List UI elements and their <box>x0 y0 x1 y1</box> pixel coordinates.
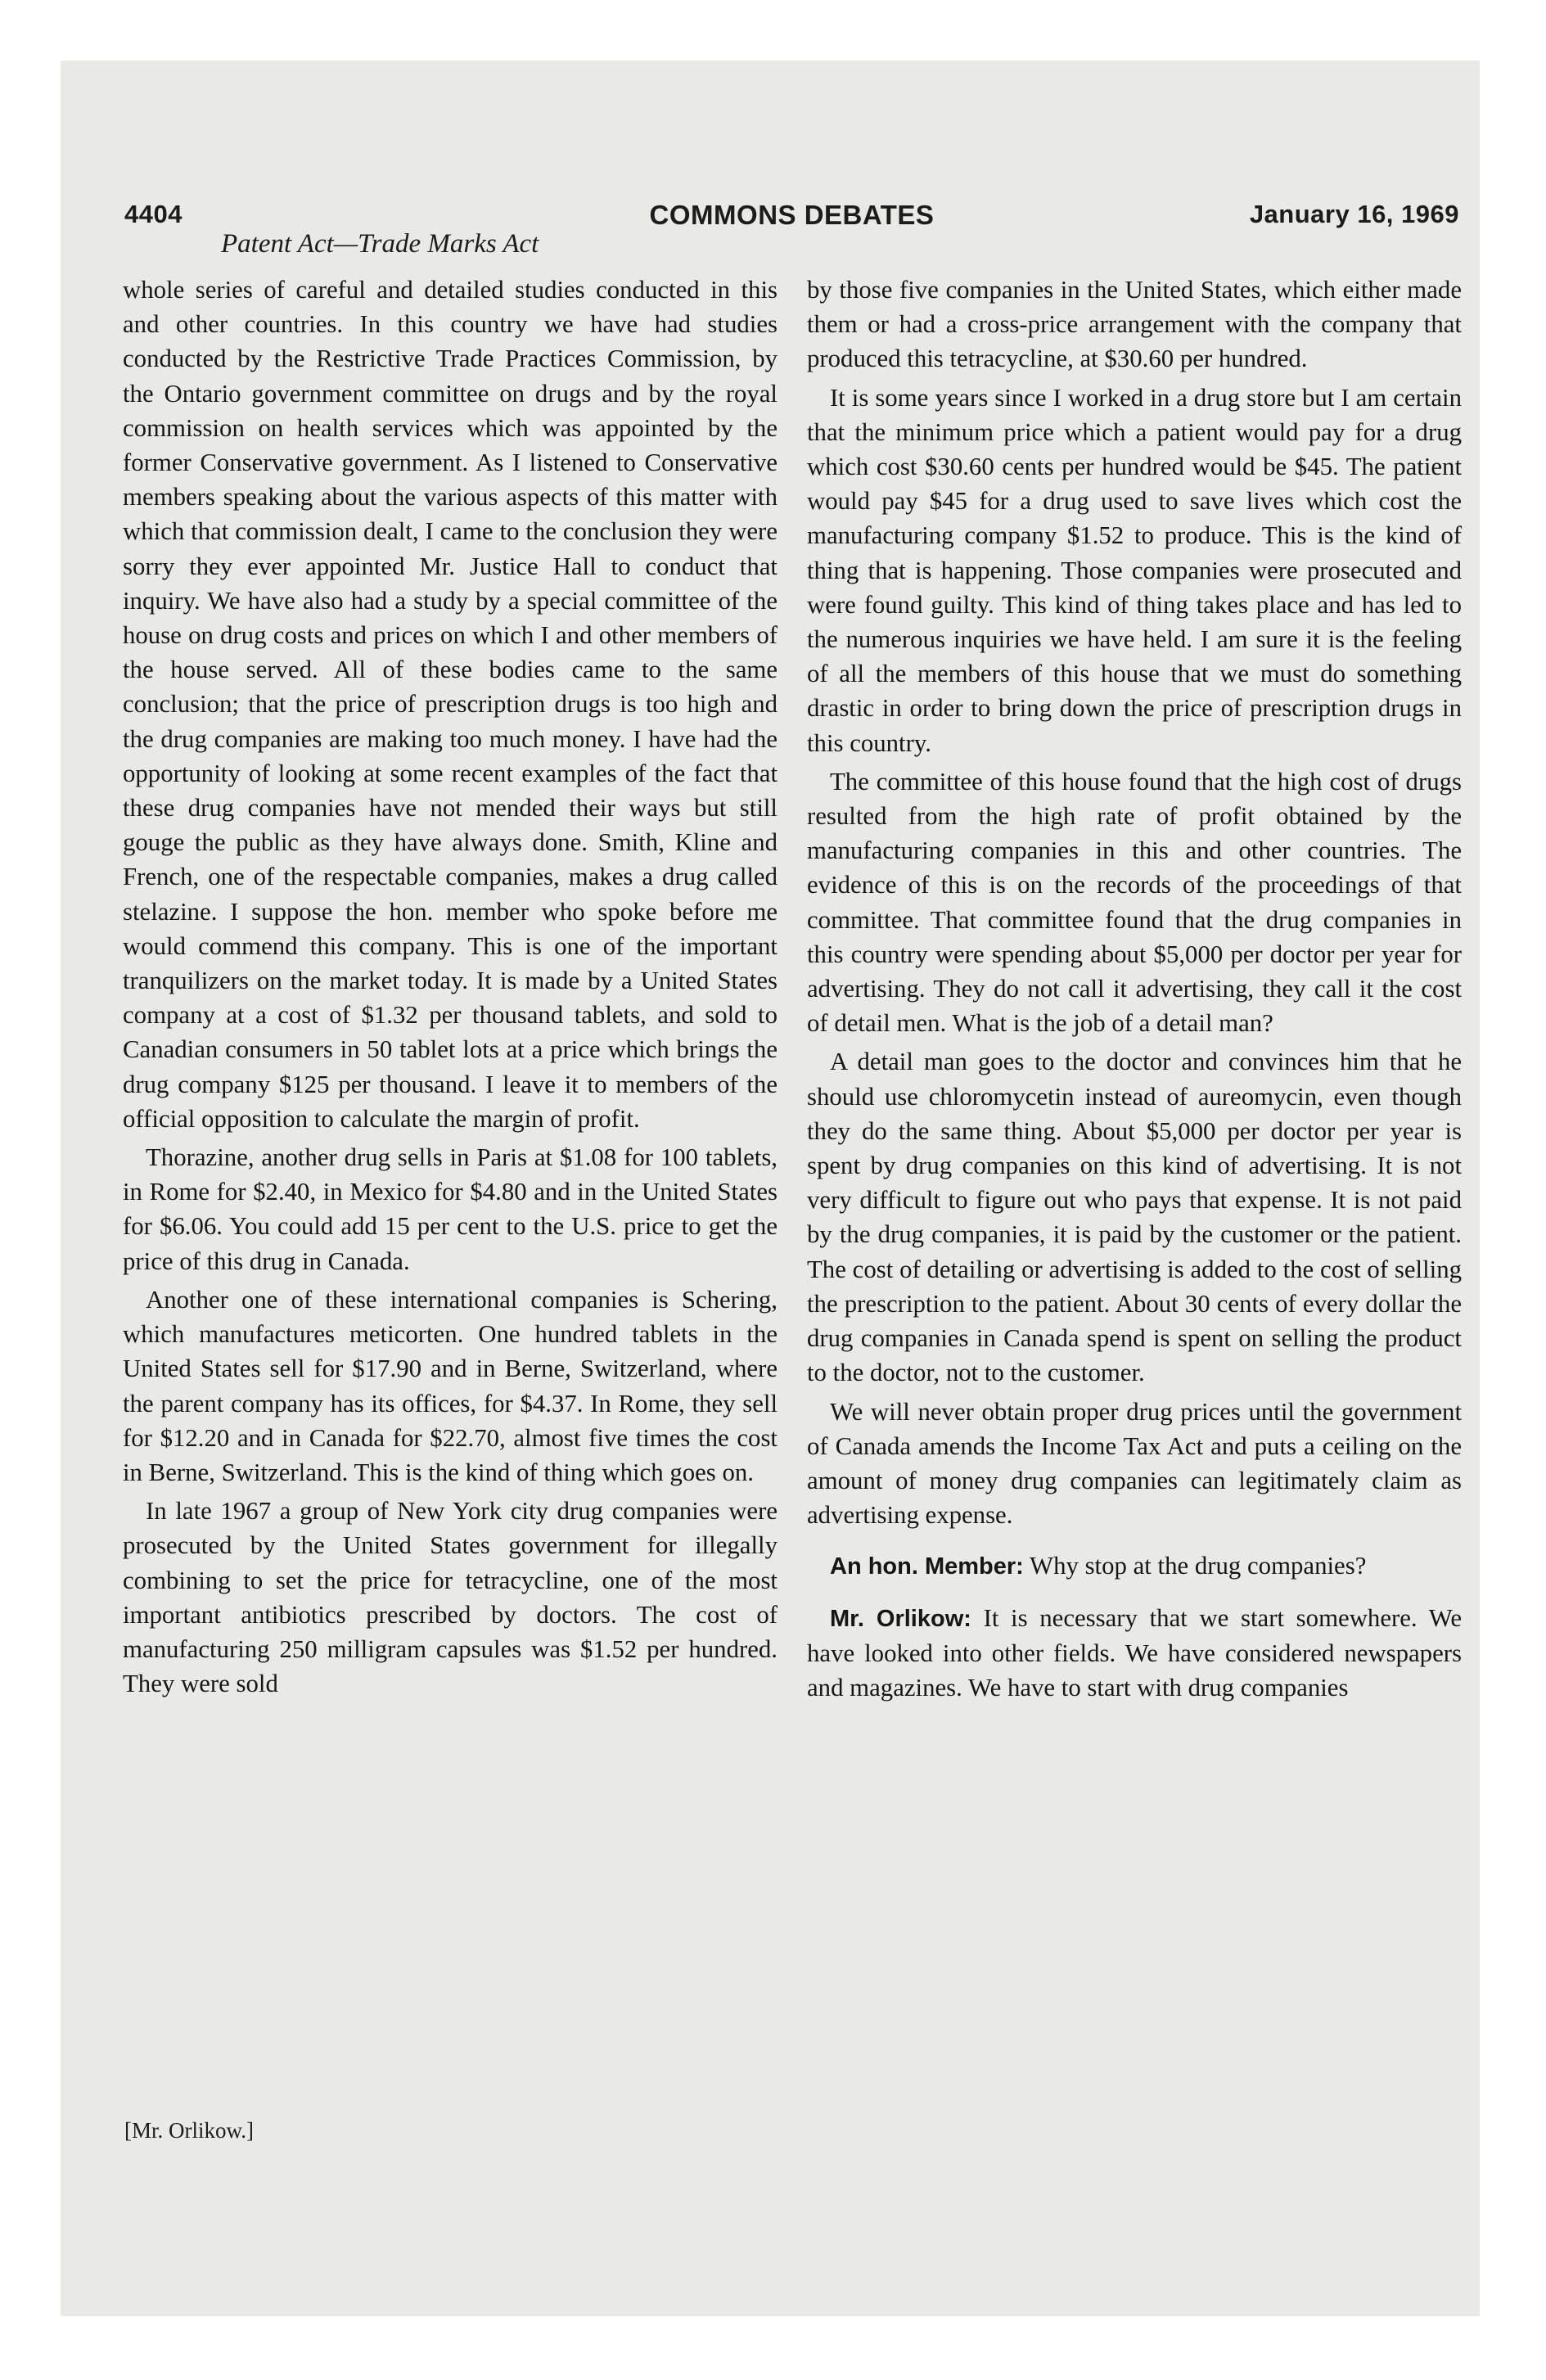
paragraph: The committee of this house found that the high cost of drugs resulted from the high rate of profit obtained by the manufacturing companies in this and other countries. The evidence of this is on the records of the proceedings of that committee. That committee found that the drug companies in this country were spending about $5,000 per doctor per year for advertising. They do not call it advertising, they call it the cost of detail men. What is the job of a detail man? <box>807 767 1462 1038</box>
speech-paragraph <box>807 1548 1462 1584</box>
paragraph: In late 1967 a group of New York city drug companies were prosecuted by the United States government for illegally combining to set the price for tetracycline, one of the most important antibiotics prescribed by doctors. The cost of manufacturing 250 milligram capsules was $1.52 per hundred. They were sold <box>123 1497 778 1698</box>
left-column <box>123 273 778 1705</box>
paragraph: Another one of these international companies is Schering, which manufactures meticorten. One hundred tablets in the United States sell for $17.90 and in Berne, Switzerland, where the parent company has its offices, for $4.37. In Rome, they sell for $12.20 and in Canada for $22.70, almost five times the cost in Berne, Switzerland. This is the kind of thing which goes on. <box>123 1285 778 1486</box>
speaker-name: An hon. Member: <box>830 1553 1024 1580</box>
paragraph: We will never obtain proper drug prices until the government of Canada amends the Income Tax Act and puts a ceiling on the amount of money drug companies can legitimately claim as advertising expense. <box>807 1397 1462 1530</box>
publication-title: COMMONS DEBATES <box>649 200 935 230</box>
paragraph: Thorazine, another drug sells in Paris at $1.08 for 100 tablets, in Rome for $2.40, in Mexico for $4.80 and in the United States for $6.06. You could add 15 per cent to the U.S. price to get the price of this drug in Canada. <box>123 1143 778 1275</box>
speech-text: It is necessary that we start somewhere. We have looked into other fields. We have considered newspapers and magazines. We have to start with drug companies <box>807 1603 1462 1702</box>
speaker-name: Mr. Orlikow: <box>830 1605 971 1632</box>
paragraph: whole series of careful and detailed studies conducted in this and other countries. In this country we have had studies conducted by the Restrictive Trade Practices Commission, by the Ontario government committee on drugs and by the royal commission on health services which was appointed by the former Conservative government. As I listened to Conservative members speaking about the various aspects of this matter with which that commission dealt, I came to the conclusion they were sorry they ever appointed Mr. Justice Hall to conduct that inquiry. We have also had a study by a special committee of the house on drug costs and prices on which I and other members of the house served. All of these bodies came to the same conclusion; that the price of prescription drugs is too high and the drug companies are making too much money. I have had the opportunity of looking at some recent examples of the fact that these drug companies have not mended their ways but still gouge the public as they have always done. Smith, Kline and French, one of the respectable companies, makes a drug called stelazine. I suppose the hon. member who spoke before me would commend this company. This is one of the important tranquilizers on the market today. It is made by a United States company at a cost of $1.32 per thousand tablets, and sold to Canadian consumers in 50 tablet lots at a price which brings the drug company $125 per thousand. I leave it to members of the official opposition to calculate the margin of profit. <box>123 276 778 1133</box>
speaker-attribution: [Mr. Orlikow.] <box>124 2118 254 2143</box>
speech-text: Why stop at the drug companies? <box>1030 1552 1367 1580</box>
page-number: 4404 <box>124 200 183 228</box>
paragraph: It is some years since I worked in a drug store but I am certain that the minimum price which a patient would pay for a drug which cost $30.60 cents per hundred would be $45. The patient would pay $45 for a drug used to save lives which cost the manufacturing company $1.52 to produce. This is the kind of thing that is happening. Those companies were prosecuted and were found guilty. This kind of thing takes place and has led to the numerous inquiries we have held. I am sure it is the feeling of all the members of this house that we must do something drastic in order to bring down the price of prescription drugs in this country. <box>807 383 1462 757</box>
running-title: Patent Act—Trade Marks Act <box>221 229 539 259</box>
speech-paragraph <box>807 1601 1462 1706</box>
paragraph: A detail man goes to the doctor and convinces him that he should use chloromycetin instead of aureomycin, even though they do the same thing. About $5,000 per doctor per year is spent by drug companies on this kind of advertising. It is not very difficult to figure out who pays that expense. It is not paid by the drug companies, it is paid by the customer or the patient. The cost of detailing or advertising is added to the cost of selling the prescription to the patient. About 30 cents of every dollar the drug companies in Canada spend is spent on selling the product to the doctor, not to the customer. <box>807 1048 1462 1387</box>
right-column <box>807 273 1462 1709</box>
publication-date: January 16, 1969 <box>1249 200 1459 228</box>
paragraph: by those five companies in the United States, which either made them or had a cross-price arrangement with the company that produced this tetracycline, at $30.60 per hundred. <box>807 276 1462 373</box>
